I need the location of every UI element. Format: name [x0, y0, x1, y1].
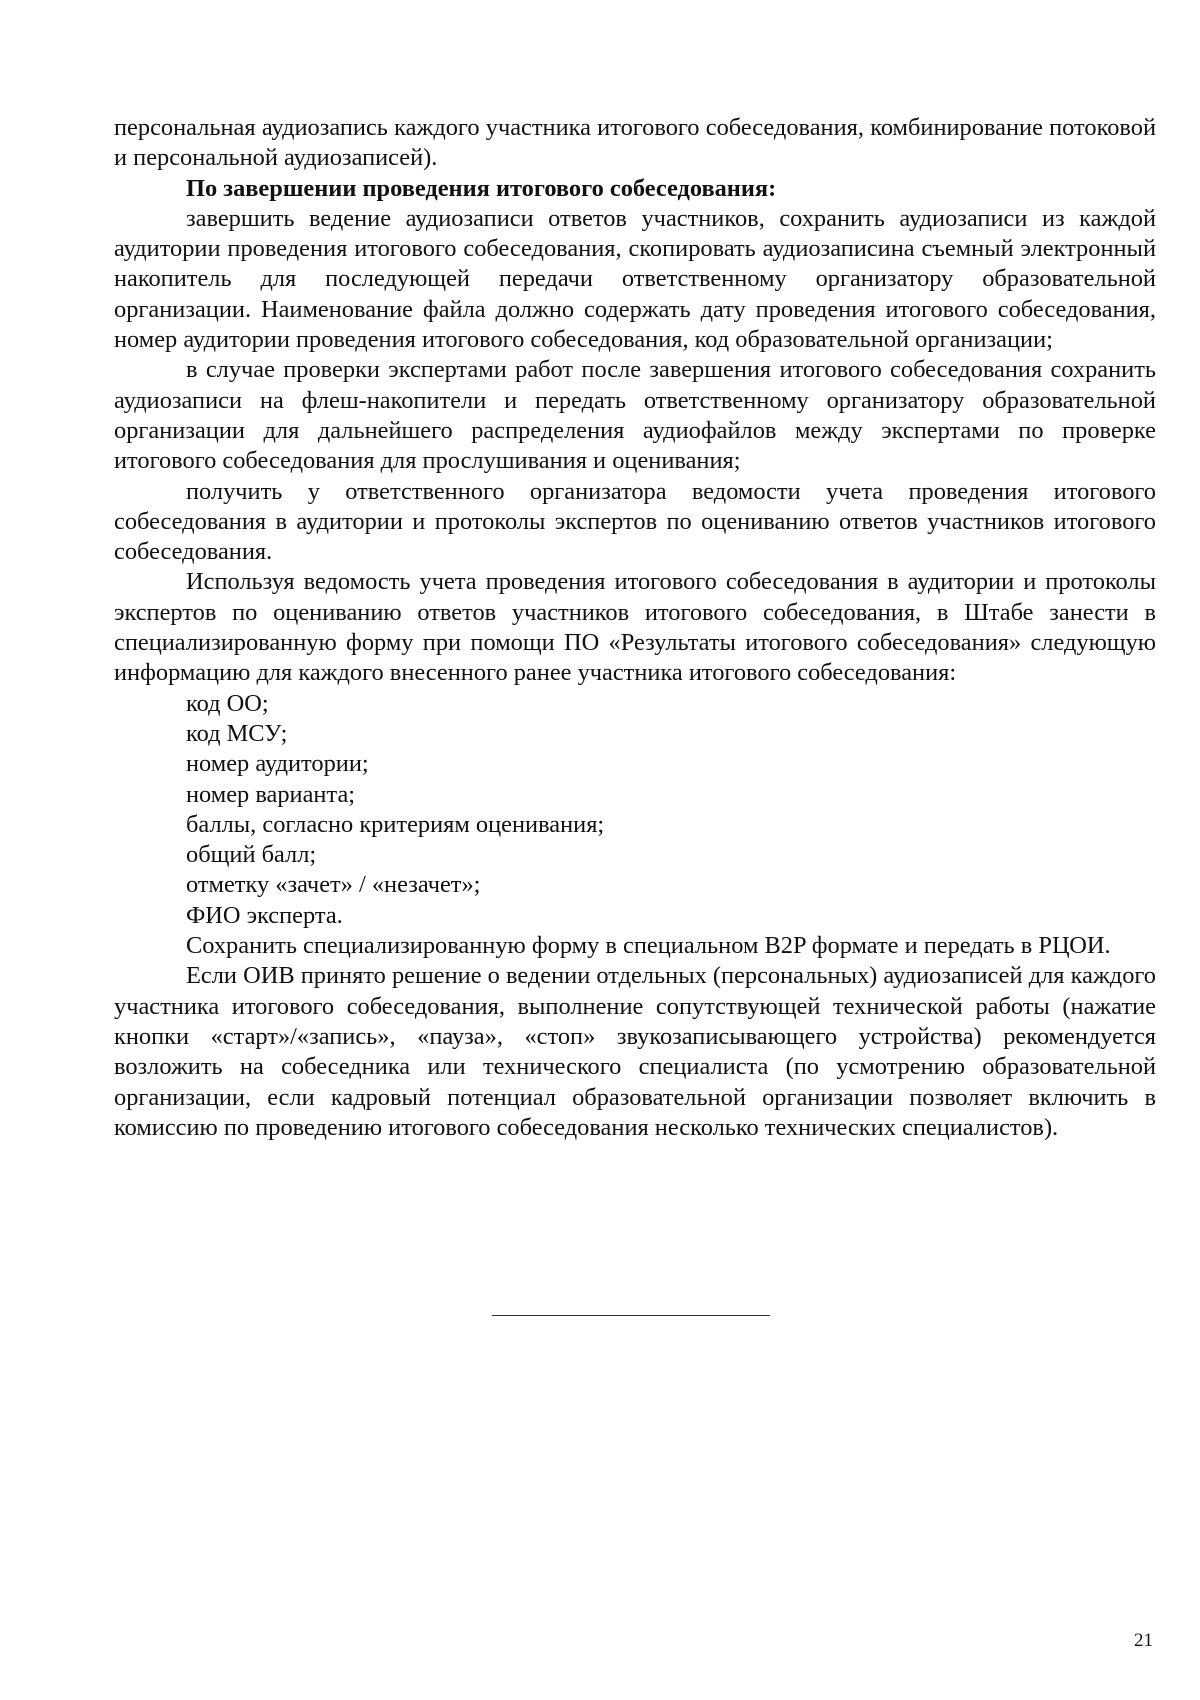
paragraph-personal-recordings: Если ОИВ принято решение о ведении отдельных (персональных) аудиозаписей для каждого участника итогового собеседования, выполнение сопутствующей технической работы (нажатие кнопки «старт»/«запись», «пауза», «стоп» звукозаписывающего устройства) рекомендуется возложить на собеседника или технического специалиста (по усмотрению образовательной организации, если кадровый потенциал образовательной организации позволяет включить в комиссию по проведению итогового собеседования несколько технических специалистов). [114, 962, 1156, 1141]
document-body [114, 113, 1156, 1143]
list-item: номер аудитории; [186, 750, 369, 778]
paragraph-get-documents: получить у ответственного организатора ведомости учета проведения итогового собеседования в аудитории и протоколы экспертов по оцениванию ответов участников итогового собеседования. [114, 477, 1156, 566]
list-item: общий балл; [186, 841, 317, 869]
list-item: ФИО эксперта. [186, 901, 343, 929]
section-heading: По завершении проведения итогового собеседования: [186, 174, 777, 202]
list-item: баллы, согласно критериям оценивания; [186, 810, 605, 838]
paragraph-expert-check: в случае проверки экспертами работ после завершения итогового собеседования сохранить аудиозаписи на флеш-накопители и передать ответственному организатору образовательной организации для дальнейшего распределения аудиофайлов между экспертами по проверке итогового собеседования для прослушивания и оценивания; [114, 356, 1156, 475]
paragraph-continuation: персональная аудиозапись каждого участника итогового собеседования, комбинирование потоковой и персональной аудиозаписей). [114, 114, 1156, 172]
paragraph-finish-recording: завершить ведение аудиозаписи ответов участников, сохранить аудиозаписи из каждой аудитории проведения итогового собеседования, скопировать аудиозаписина съемный электронный накопитель для последующей передачи ответственному организатору образовательной организации. Наименование файла должно содержать дату проведения итогового собеседования, номер аудитории проведения итогового собеседования, код образовательной организации; [114, 204, 1156, 354]
end-separator-line [492, 1315, 770, 1316]
paragraph-save-form: Сохранить специализированную форму в специальном B2P формате и передать в РЦОИ. [186, 932, 1111, 960]
list-item: код МСУ; [186, 719, 288, 747]
list-item: код ОО; [186, 689, 269, 717]
list-item: отметку «зачет» / «незачет»; [186, 871, 481, 899]
page-number: 21 [1134, 1630, 1153, 1651]
info-list [114, 689, 1156, 931]
paragraph-using-records: Используя ведомость учета проведения итогового собеседования в аудитории и протоколы экспертов по оцениванию ответов участников итогового собеседования, в Штабе занести в специализированную форму при помощи ПО «Результаты итогового собеседования» следующую информацию для каждого внесенного ранее участника итогового собеседования: [114, 568, 1156, 687]
list-item: номер варианта; [186, 780, 356, 808]
